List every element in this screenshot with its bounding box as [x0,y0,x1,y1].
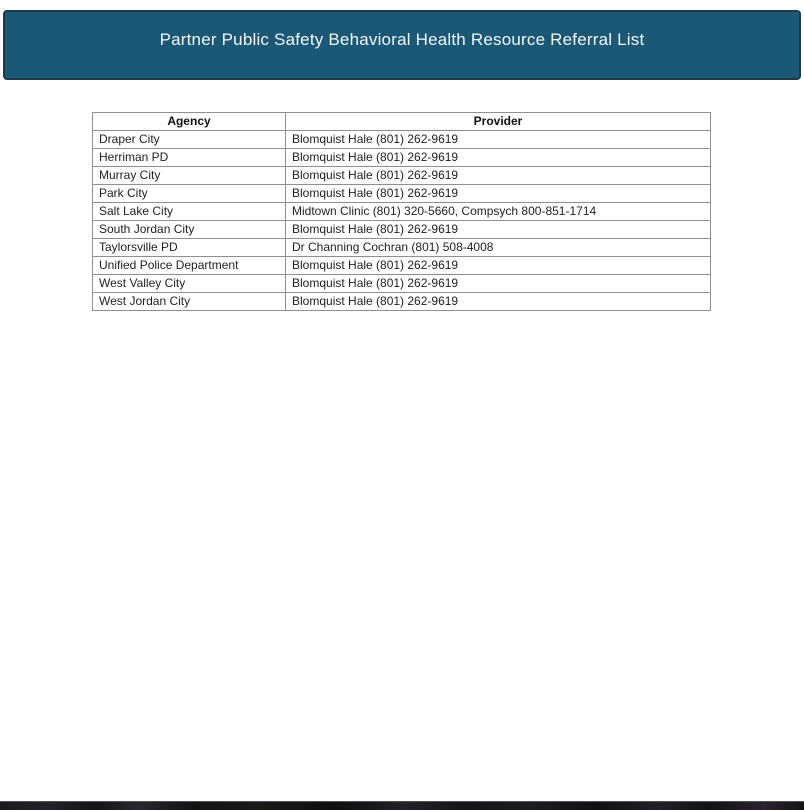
table-row [93,167,711,185]
provider-cell: Blomquist Hale (801) 262-9619 [286,131,711,149]
provider-cell: Blomquist Hale (801) 262-9619 [286,149,711,167]
provider-cell: Blomquist Hale (801) 262-9619 [286,167,711,185]
provider-cell: Dr Channing Cochran (801) 508-4008 [286,239,711,257]
title-banner [3,10,801,80]
table-row [93,185,711,203]
agency-cell: Park City [93,185,286,203]
provider-cell: Blomquist Hale (801) 262-9619 [286,221,711,239]
table-row [93,239,711,257]
bottom-photo-strip [0,801,804,810]
table-row [93,275,711,293]
provider-cell: Blomquist Hale (801) 262-9619 [286,185,711,203]
table-row [93,131,711,149]
table-header-row [93,113,711,131]
document-title: Partner Public Safety Behavioral Health Resource Referral List [159,30,645,49]
table-row [93,257,711,275]
table-row [93,221,711,239]
agency-cell: Unified Police Department [93,257,286,275]
referral-table [92,112,711,311]
table-body [93,131,711,311]
provider-cell: Blomquist Hale (801) 262-9619 [286,293,711,311]
agency-cell: Murray City [93,167,286,185]
agency-cell: Herriman PD [93,149,286,167]
agency-cell: Draper City [93,131,286,149]
table-row [93,203,711,221]
agency-cell: Taylorsville PD [93,239,286,257]
provider-cell: Midtown Clinic (801) 320-5660, Compsych 800-851-1714 [286,203,711,221]
agency-cell: West Jordan City [93,293,286,311]
table-row [93,293,711,311]
table-row [93,149,711,167]
agency-cell: West Valley City [93,275,286,293]
agency-cell: South Jordan City [93,221,286,239]
provider-cell: Blomquist Hale (801) 262-9619 [286,257,711,275]
agency-cell: Salt Lake City [93,203,286,221]
column-header-agency: Agency [93,113,286,131]
column-header-provider: Provider [286,113,711,131]
provider-cell: Blomquist Hale (801) 262-9619 [286,275,711,293]
